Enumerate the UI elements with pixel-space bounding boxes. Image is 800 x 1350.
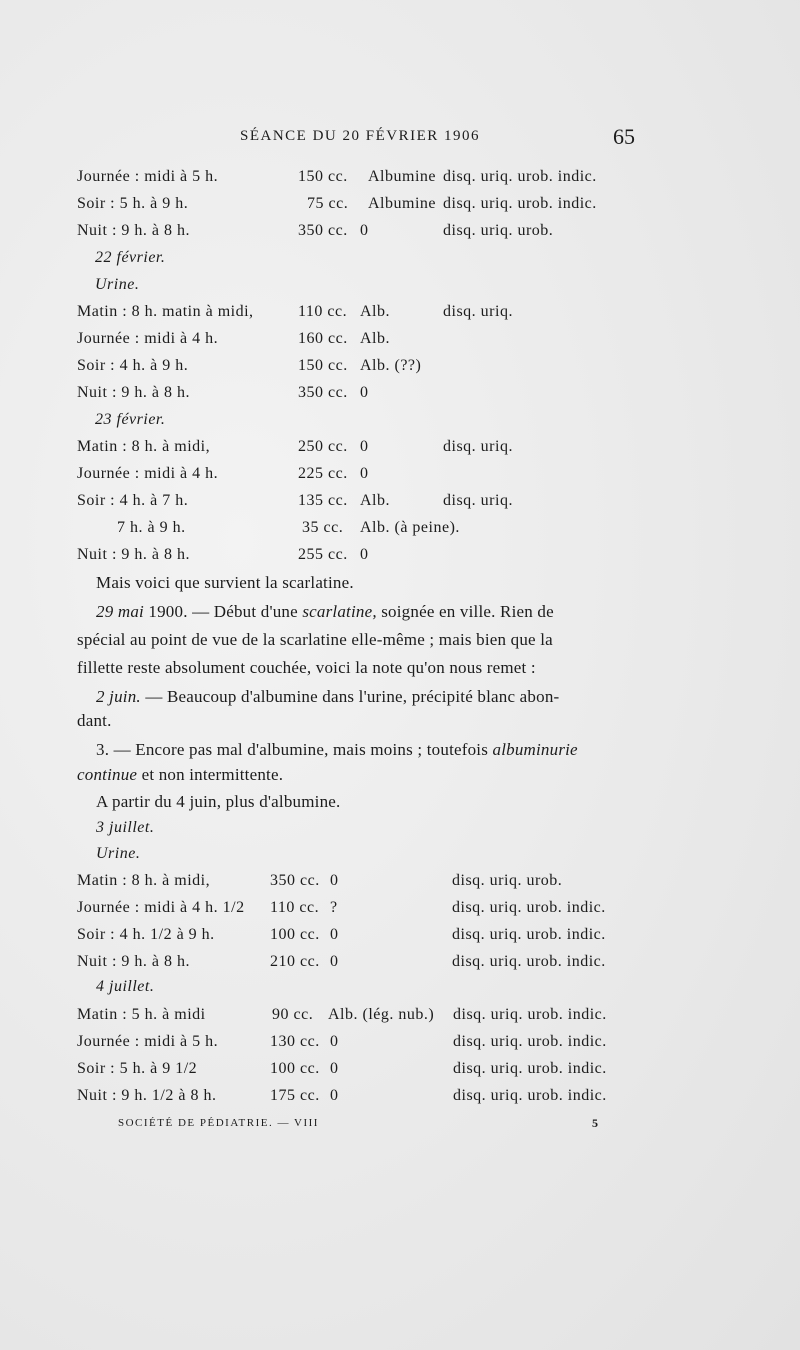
- albumin-cell: Alb. (à peine).: [360, 519, 460, 536]
- volume-cell: 100 cc.: [270, 926, 320, 943]
- albumin-cell: Alb.: [360, 303, 390, 320]
- albumin-cell: 0: [330, 926, 339, 943]
- table-row: [0, 926, 800, 952]
- paragraph-line: fillette reste absolument couchée, voici la note qu'on nous remet :: [77, 658, 536, 677]
- tests-cell: disq. uriq.: [443, 303, 513, 320]
- paragraph: Mais voici que survient la scarlatine.: [96, 573, 354, 592]
- albumin-cell: 0: [360, 465, 369, 482]
- albumin-cell: Albumine: [368, 195, 436, 212]
- tests-cell: disq. uriq. urob.: [443, 222, 554, 239]
- table-row: [0, 222, 800, 248]
- volume-cell: 350 cc.: [270, 872, 320, 889]
- volume-cell: 250 cc.: [298, 438, 348, 455]
- tests-cell: disq. uriq. urob. indic.: [443, 195, 597, 212]
- table-row: [0, 1006, 800, 1032]
- table-row: [0, 168, 800, 194]
- tests-cell: disq. uriq. urob. indic.: [453, 1006, 607, 1023]
- time-cell: Soir : 4 h. à 9 h.: [77, 357, 189, 374]
- time-cell: Journée : midi à 5 h.: [77, 1033, 219, 1050]
- volume-cell: 150 cc.: [298, 168, 348, 185]
- time-cell: Nuit : 9 h. 1/2 à 8 h.: [77, 1087, 217, 1104]
- volume-cell: 110 cc.: [270, 899, 320, 916]
- albumin-cell: 0: [330, 953, 339, 970]
- table-row: [0, 899, 800, 925]
- section-label: Urine.: [96, 845, 141, 862]
- table-row: [0, 519, 800, 545]
- tests-cell: disq. uriq. urob. indic.: [453, 1060, 607, 1077]
- time-cell: Nuit : 9 h. à 8 h.: [77, 546, 190, 563]
- volume-cell: 350 cc.: [298, 384, 348, 401]
- time-cell: Nuit : 9 h. à 8 h.: [77, 222, 190, 239]
- paragraph-line: 2 juin. — Beaucoup d'albumine dans l'urine, précipité blanc abon-: [96, 687, 560, 706]
- paragraph-line: spécial au point de vue de la scarlatine elle-même ; mais bien que la: [77, 630, 553, 649]
- albumin-cell: 0: [330, 872, 339, 889]
- time-cell: 7 h. à 9 h.: [117, 519, 186, 536]
- volume-cell: 35 cc.: [302, 519, 344, 536]
- volume-cell: 90 cc.: [272, 1006, 314, 1023]
- table-row: [0, 384, 800, 410]
- page-number: 65: [613, 124, 635, 149]
- time-cell: Soir : 4 h. à 7 h.: [77, 492, 189, 509]
- albumin-cell: 0: [360, 438, 369, 455]
- table-row: [0, 357, 800, 383]
- volume-cell: 210 cc.: [270, 953, 320, 970]
- tests-cell: disq. uriq. urob. indic.: [453, 1087, 607, 1104]
- tests-cell: disq. uriq. urob. indic.: [453, 1033, 607, 1050]
- time-cell: Journée : midi à 4 h.: [77, 330, 219, 347]
- albumin-cell: 0: [360, 384, 369, 401]
- volume-cell: 225 cc.: [298, 465, 348, 482]
- volume-cell: 75 cc.: [307, 195, 349, 212]
- time-cell: Matin : 8 h. à midi,: [77, 438, 211, 455]
- albumin-cell: Alb. (??): [360, 357, 422, 374]
- time-cell: Matin : 8 h. à midi,: [77, 872, 211, 889]
- table-row: [0, 438, 800, 464]
- footer-society: SOCIÉTÉ DE PÉDIATRIE. — VIII: [118, 1117, 319, 1129]
- volume-cell: 150 cc.: [298, 357, 348, 374]
- tests-cell: disq. uriq. urob. indic.: [452, 899, 606, 916]
- paragraph-line: dant.: [77, 711, 112, 730]
- table-row: [0, 195, 800, 221]
- table-row: [0, 330, 800, 356]
- table-row: [0, 465, 800, 491]
- paragraph-line: 3. — Encore pas mal d'albumine, mais moins ; toutefois albuminurie: [96, 740, 578, 759]
- time-cell: Matin : 8 h. matin à midi,: [77, 303, 254, 320]
- date-heading: 22 février.: [95, 249, 166, 266]
- paragraph-line: 29 mai 1900. — Début d'une scarlatine, soignée en ville. Rien de: [96, 602, 554, 621]
- albumin-cell: Alb.: [360, 492, 390, 509]
- tests-cell: disq. uriq. urob. indic.: [452, 953, 606, 970]
- albumin-cell: Albumine: [368, 168, 436, 185]
- volume-cell: 130 cc.: [270, 1033, 320, 1050]
- albumin-cell: Alb.: [360, 330, 390, 347]
- table-row: [0, 1033, 800, 1059]
- albumin-cell: Alb. (lég. nub.): [328, 1006, 435, 1023]
- tests-cell: disq. uriq. urob. indic.: [443, 168, 597, 185]
- date-heading: 4 juillet.: [96, 978, 155, 995]
- time-cell: Journée : midi à 4 h.: [77, 465, 219, 482]
- albumin-cell: 0: [360, 546, 369, 563]
- volume-cell: 350 cc.: [298, 222, 348, 239]
- table-row: [0, 303, 800, 329]
- date-heading: 3 juillet.: [96, 819, 155, 836]
- running-title: SÉANCE DU 20 FÉVRIER 1906: [240, 128, 481, 144]
- albumin-cell: 0: [360, 222, 369, 239]
- table-row: [0, 1060, 800, 1086]
- table-row: [0, 492, 800, 518]
- albumin-cell: 0: [330, 1033, 339, 1050]
- time-cell: Soir : 4 h. 1/2 à 9 h.: [77, 926, 215, 943]
- time-cell: Soir : 5 h. à 9 1/2: [77, 1060, 198, 1077]
- volume-cell: 255 cc.: [298, 546, 348, 563]
- table-row: [0, 953, 800, 979]
- tests-cell: disq. uriq. urob. indic.: [452, 926, 606, 943]
- time-cell: Journée : midi à 5 h.: [77, 168, 219, 185]
- time-cell: Journée : midi à 4 h. 1/2: [77, 899, 245, 916]
- volume-cell: 110 cc.: [298, 303, 348, 320]
- albumin-cell: 0: [330, 1087, 339, 1104]
- paragraph: A partir du 4 juin, plus d'albumine.: [96, 792, 341, 811]
- volume-cell: 100 cc.: [270, 1060, 320, 1077]
- time-cell: Matin : 5 h. à midi: [77, 1006, 206, 1023]
- table-row: [0, 872, 800, 898]
- section-label: Urine.: [95, 276, 140, 293]
- volume-cell: 175 cc.: [270, 1087, 320, 1104]
- time-cell: Nuit : 9 h. à 8 h.: [77, 953, 190, 970]
- time-cell: Soir : 5 h. à 9 h.: [77, 195, 189, 212]
- albumin-cell: 0: [330, 1060, 339, 1077]
- date-heading: 23 février.: [95, 411, 166, 428]
- tests-cell: disq. uriq.: [443, 438, 513, 455]
- time-cell: Nuit : 9 h. à 8 h.: [77, 384, 190, 401]
- table-row: [0, 546, 800, 572]
- table-row: [0, 1087, 800, 1113]
- signature-mark: 5: [592, 1116, 598, 1130]
- tests-cell: disq. uriq.: [443, 492, 513, 509]
- volume-cell: 160 cc.: [298, 330, 348, 347]
- paragraph-line: continue et non intermittente.: [77, 765, 284, 784]
- volume-cell: 135 cc.: [298, 492, 348, 509]
- tests-cell: disq. uriq. urob.: [452, 872, 563, 889]
- albumin-cell: ?: [330, 899, 338, 916]
